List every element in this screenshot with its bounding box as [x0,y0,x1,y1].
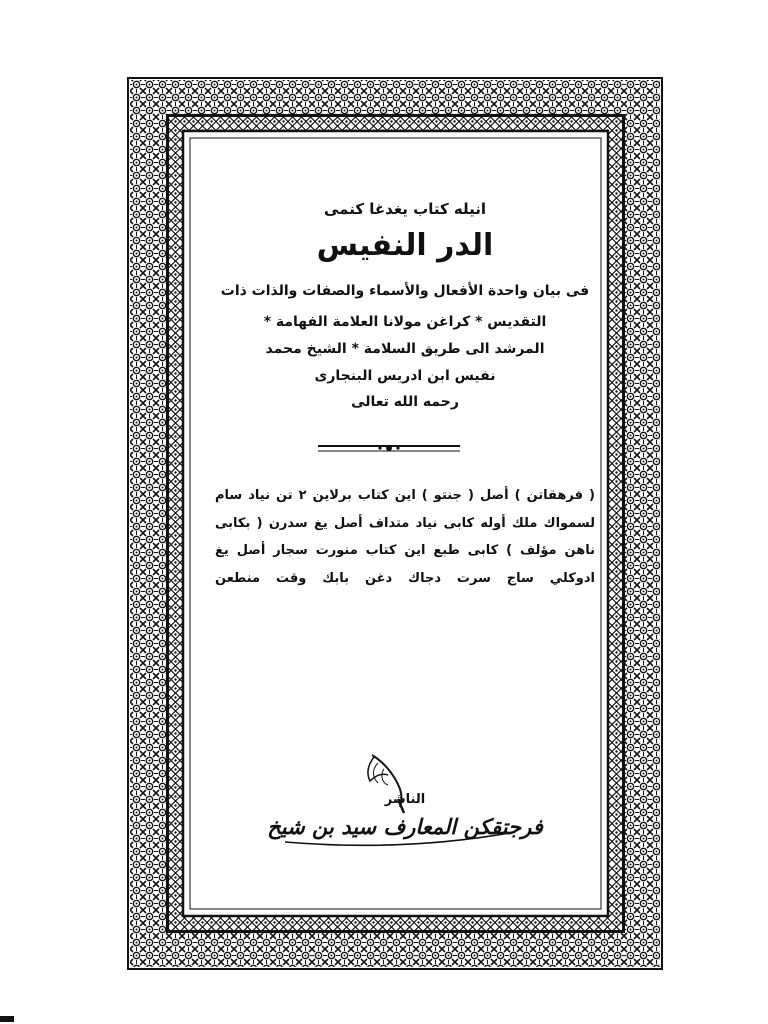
description-line: التقديس * كراغن مولانا العلامة الفهامة * [263,314,547,330]
body-paragraph-line: لسمواك ملك أوله كابى نياد متداف أصل يغ سدرن ( بكابى [215,516,595,531]
description-line: نفيس ابن ادريس البنجارى [314,368,496,384]
description-line: المرشد الى طريق السلامة * الشيخ محمد [265,341,545,357]
description-line: فى بيان واحدة الأفعال والأسماء والصفات والذات ذات [220,283,590,299]
description-line: رحمه الله تعالى [351,394,459,410]
page-edge-mark [0,1016,14,1022]
body-paragraph-line: ادوكلي ساج سرت دجاك دغن بابك وقت منطعن [215,571,595,586]
publisher-label: الناشر [384,792,426,807]
intro-line: انيله كتاب يغدغا كنمى [323,200,487,218]
body-paragraph-line: ( فرهقاتن ) أصل ( جنتو ) اين كتاب برلاين ٢ تن نياد سام [215,488,595,503]
body-paragraph-line: ناهن مؤلف ) كابى طبع اين كتاب منورت سجار أصل يغ [215,543,595,558]
publisher-name: فرجتقكن المعارف سيد بن شيخ [267,815,543,839]
book-title: الدر النفيس [316,228,494,263]
